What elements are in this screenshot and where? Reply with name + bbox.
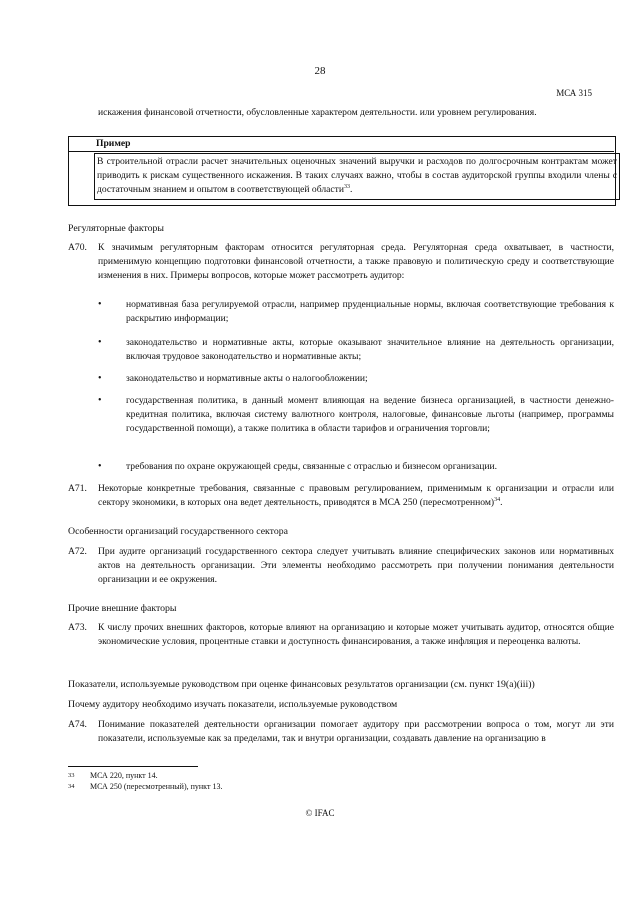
para-number: А74.	[68, 719, 87, 730]
heading-why-performance: Почему аудитору необходимо изучать показатели, используемые руководством	[68, 699, 398, 710]
bullet-icon: •	[98, 337, 102, 348]
list-item	[0, 460, 640, 476]
list-item	[0, 336, 640, 366]
paragraph-a71	[0, 482, 640, 512]
footnote	[0, 782, 640, 792]
example-title: Пример	[96, 138, 131, 149]
bullet-icon: •	[98, 299, 102, 310]
footnote-ref-33[interactable]: 33	[343, 184, 350, 191]
example-header	[68, 136, 614, 152]
bullet-icon: •	[98, 395, 102, 406]
heading-public-sector: Особенности организаций государственного сектора	[68, 526, 288, 537]
standard-label: МСА 315	[556, 88, 592, 98]
a71-end: .	[500, 497, 503, 509]
para-text: К числу прочих внешних факторов, которые влияют на организацию и которые может учитывать аудитор, относятся общие экономические условия, процентные ставки и доступность финансирования, а также инфляция и переоценка валюты.	[98, 622, 614, 648]
list-item	[0, 372, 640, 388]
example-body: В строительной отрасли расчет значительных оценочных значений выручки и расходов по долгосрочным контрактам может приводить к рискам существенного искажения. В таких случаях важно, чтобы в состав аудиторской группы входили члены с достаточным знанием и опытом в соответствующей области	[97, 156, 617, 196]
a71-body: Некоторые конкретные требования, связанные с правовым регулированием, применимым к организации и отрасли или сектору экономики, в которых она ведет деятельность, приводятся в МСА 250 (пересмотренном)	[98, 483, 614, 509]
para-text	[98, 482, 614, 510]
footnote-text: МСА 250 (пересмотренный), пункт 13.	[90, 782, 223, 791]
copyright-footer: © IFAC	[305, 808, 335, 818]
list-item-text: государственная политика, в данный момент влияющая на ведение бизнеса организацией, в частности денежно-кредитная политика, включая систему валютного контроля, налоговые, финансовые льготы (например, программы государственной помощи), а также политика в области тарифов и ограничения торговли;	[126, 395, 614, 435]
para-number: А72.	[68, 546, 87, 557]
para-text: Понимание показателей деятельности организации помогает аудитору при рассмотрении вопроса о том, могут ли эти показатели, используемые как за пределами, так и внутри организации, создавать давление на организацию в	[98, 719, 614, 745]
paragraph-a73	[0, 621, 640, 667]
para-number: А71.	[68, 483, 87, 494]
heading-regulatory: Регуляторные факторы	[68, 223, 164, 234]
para-text: К значимым регуляторным факторам относится регуляторная среда. Регуляторная среда охватывает, в частности, применимую концепцию подготовки финансовой отчетности, а также правовую и политическую среду и соответствующие изменения в них. Примеры вопросов, которые может рассмотреть аудитор:	[98, 242, 614, 282]
paragraph-a72	[0, 545, 640, 591]
heading-external: Прочие внешние факторы	[68, 603, 177, 614]
list-item	[0, 298, 640, 328]
paragraph-a70	[0, 241, 640, 301]
para-number: А73.	[68, 622, 87, 633]
footnote-number: 33	[68, 772, 75, 779]
footnote-text: МСА 220, пункт 14.	[90, 771, 158, 780]
footnote	[0, 771, 640, 781]
footnote-ref-34[interactable]: 34	[494, 497, 501, 504]
page-number: 28	[314, 65, 326, 77]
bullet-icon: •	[98, 373, 102, 384]
footnote-number: 34	[68, 783, 75, 790]
list-item-text: законодательство и нормативные акты, которые оказывают значительное влияние на деятельность организации, включая трудовое законодательство и нормативные акты;	[126, 337, 614, 363]
bullet-icon: •	[98, 461, 102, 472]
list-item	[0, 394, 640, 454]
para-text: При аудите организаций государственного сектора следует учитывать влияние специфических законов или нормативных актов на деятельность организации. Эти элементы необходимо рассмотреть при получении понимания деятельности организации и ее окружения.	[98, 546, 614, 586]
list-item-text: законодательство и нормативные акты о налогообложении;	[126, 373, 368, 384]
paragraph-a74	[0, 718, 640, 750]
list-item-text: нормативная база регулируемой отрасли, например пруденциальные нормы, включая соответствующие требования к раскрытию информации;	[126, 299, 614, 325]
para-number: А70.	[68, 242, 87, 253]
heading-performance: Показатели, используемые руководством при оценке финансовых результатов организации (см. пункт 19(a)(iii))	[68, 679, 535, 690]
intro-line: искажения финансовой отчетности, обусловленные характером деятельности. или уровнем регулирования.	[98, 107, 537, 118]
example-end: .	[349, 184, 353, 196]
example-text	[94, 153, 620, 200]
list-item-text: требования по охране окружающей среды, связанные с отраслью и бизнесом организации.	[126, 461, 498, 472]
footnote-rule	[68, 766, 198, 767]
